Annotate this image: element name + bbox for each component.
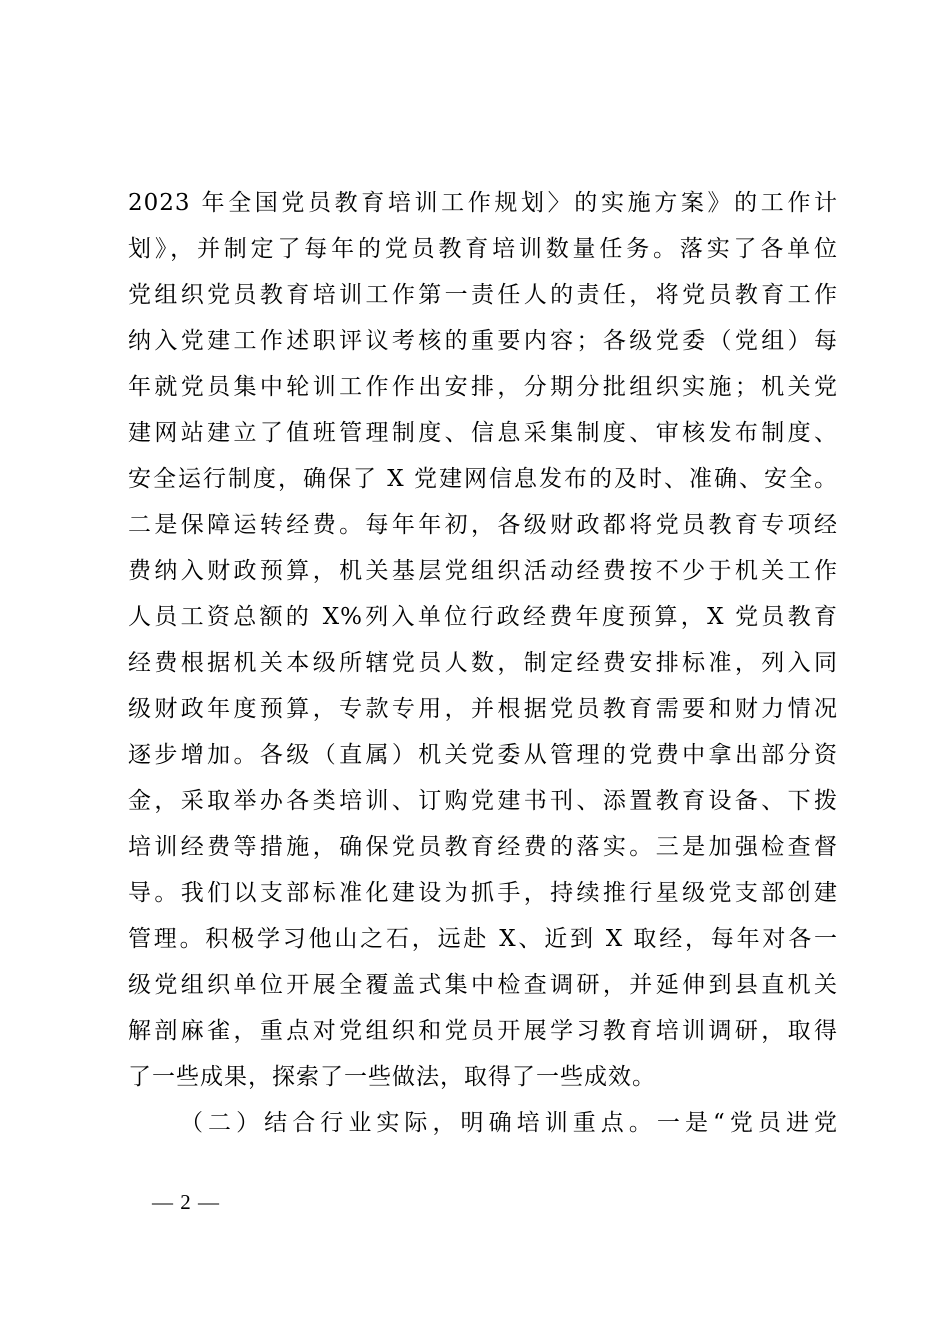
text-line: 划》，并制定了每年的党员教育培训数量任务。落实了各单位 <box>128 236 838 262</box>
text-line: 二是保障运转经费。每年年初，各级财政都将党员教育专项经 <box>128 512 838 538</box>
text-line: 费纳入财政预算，机关基层党组织活动经费按不少于机关工作 <box>128 558 838 584</box>
text-line: 级党组织单位开展全覆盖式集中检查调研，并延伸到县直机关 <box>128 972 838 998</box>
text-line: 建网站建立了值班管理制度、信息采集制度、审核发布制度、 <box>128 420 838 446</box>
text-line: 导。我们以支部标准化建设为抓手，持续推行星级党支部创建 <box>128 880 838 906</box>
text-line: 逐步增加。各级（直属）机关党委从管理的党费中拿出部分资 <box>128 742 838 768</box>
text-line: 了一些成果，探索了一些做法，取得了一些成效。 <box>128 1064 656 1090</box>
text-line: 培训经费等措施，确保党员教育经费的落实。三是加强检查督 <box>128 834 838 860</box>
text-line: 年就党员集中轮训工作作出安排，分期分批组织实施；机关党 <box>128 374 838 400</box>
paragraph-1 <box>128 180 838 1100</box>
text-line: 金，采取举办各类培训、订购党建书刊、添置教育设备、下拨 <box>128 788 838 814</box>
text-line: 管理。积极学习他山之石，远赴 X、近到 X 取经，每年对各一 <box>128 926 838 952</box>
text-line: 经费根据机关本级所辖党员人数，制定经费安排标准，列入同 <box>128 650 838 676</box>
text-line: 党组织党员教育培训工作第一责任人的责任，将党员教育工作 <box>128 282 838 308</box>
page-number: — 2 — <box>152 1190 220 1214</box>
body-text <box>128 180 838 1146</box>
text-line: （二）结合行业实际，明确培训重点。一是“党员进党 <box>180 1110 838 1136</box>
text-line: 级财政年度预算，专款专用，并根据党员教育需要和财力情况 <box>128 696 838 722</box>
text-line: 解剖麻雀，重点对党组织和党员开展学习教育培训调研，取得 <box>128 1018 838 1044</box>
text-line: 2023 年全国党员教育培训工作规划〉的实施方案》的工作计 <box>128 190 838 216</box>
paragraph-2 <box>128 1100 838 1146</box>
text-line: 人员工资总额的 X%列入单位行政经费年度预算，X 党员教育 <box>128 604 838 630</box>
text-line: 纳入党建工作述职评议考核的重要内容；各级党委（党组）每 <box>128 328 838 354</box>
text-line: 安全运行制度，确保了 X 党建网信息发布的及时、准确、安全。 <box>128 466 838 492</box>
